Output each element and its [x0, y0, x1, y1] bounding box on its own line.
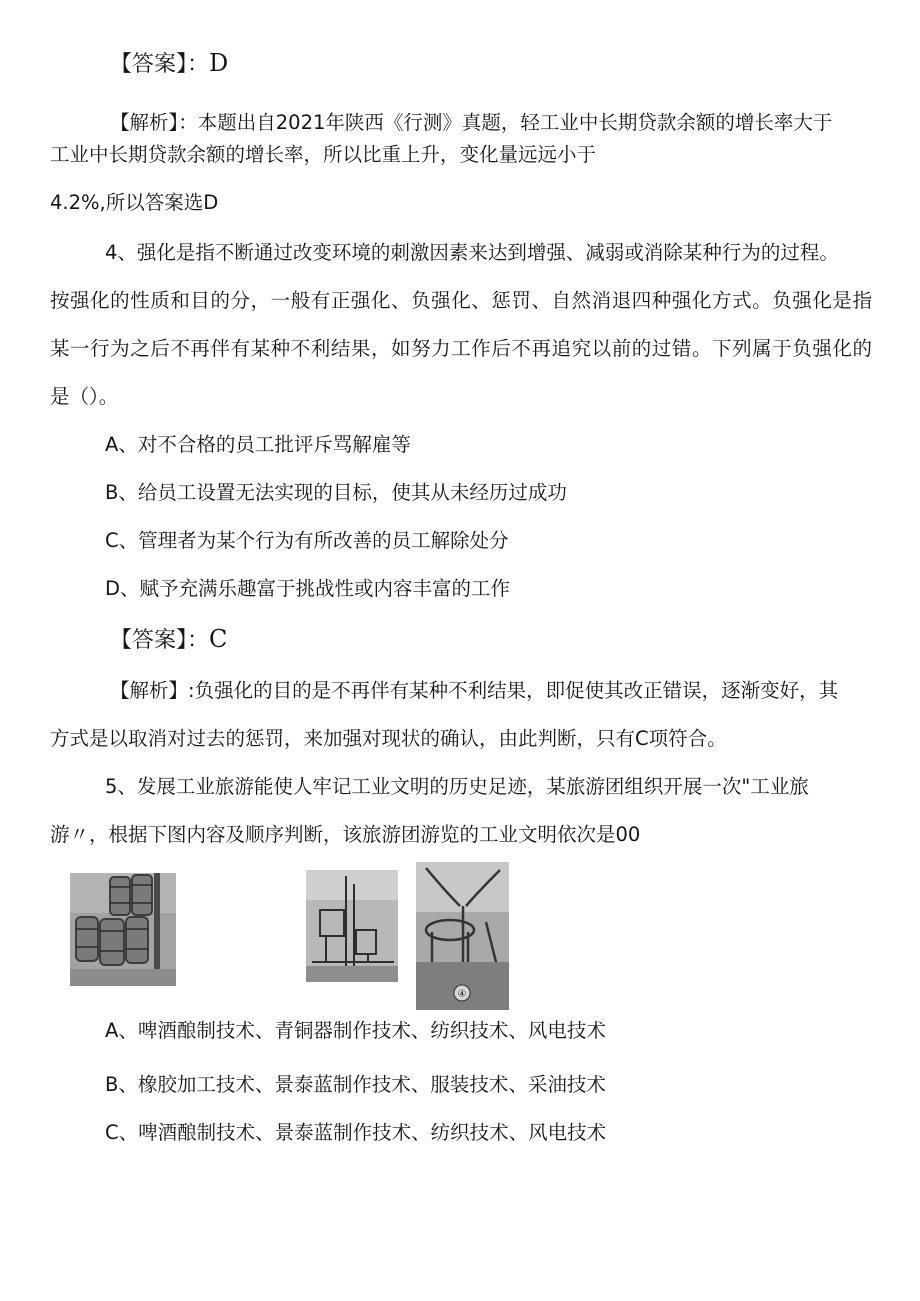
photo-caption: ④: [457, 989, 467, 1000]
photo-textile: [416, 862, 509, 1010]
photo-textile-image: [416, 862, 509, 1010]
q3-explain-line-3: 4.2%,所以答案选D: [50, 191, 219, 214]
q4-explain-line-1: 【解析】:负强化的目的是不再伴有某种不利结果，即促使其改正错误，逐渐变好，其: [110, 679, 839, 702]
q3-explain-line-2: 工业中长期贷款余额的增长率，所以比重上升，变化量远远小于: [50, 143, 597, 166]
q4-stem-line-2: 按强化的性质和目的分，一般有正强化、负强化、惩罚、自然消退四种强化方式。负强化是指: [50, 289, 872, 312]
photo-workshop: [306, 870, 398, 982]
q4-stem-line-4: 是（）。: [50, 385, 119, 408]
q5-stem-line-1: 5、发展工业旅游能使人牢记工业文明的历史足迹，某旅游团组织开展一次"工业旅: [105, 775, 809, 798]
q3-answer: [110, 50, 228, 78]
q4-option-c: C、管理者为某个行为有所改善的员工解除处分: [105, 529, 509, 552]
q3-explain-line-1: 【解析】：本题出自2021年陕西《行测》真题，轻工业中长期贷款余额的增长率大于: [110, 111, 833, 134]
q5-option-b: B、橡胶加工技术、景泰蓝制作技术、服装技术、采油技术: [105, 1073, 606, 1096]
q4-stem-line-3: 某一行为之后不再伴有某种不利结果，如努力工作后不再追究以前的过错。下列属于负强化的: [50, 337, 872, 360]
q5-option-c: C、啤酒酿制技术、景泰蓝制作技术、纺织技术、风电技术: [105, 1121, 607, 1144]
q4-option-a: A、对不合格的员工批评斥骂解雇等: [105, 433, 411, 456]
photo-workshop-image: [306, 870, 398, 982]
q4-option-d: D、赋予充满乐趣富于挑战性或内容丰富的工作: [105, 577, 511, 600]
q5-option-a: A、啤酒酿制技术、青铜器制作技术、纺织技术、风电技术: [105, 1019, 606, 1042]
q4-answer: [110, 626, 227, 654]
answer-label: 【答案】：: [110, 628, 210, 653]
q4-explain-line-2: 方式是以取消对过去的惩罚，来加强对现状的确认，由此判断，只有C项符合。: [50, 727, 727, 750]
photo-beer-brewing-image: [70, 873, 176, 986]
q5-stem-line-2: 游〃，根据下图内容及顺序判断，该旅游团游览的工业文明依次是00: [50, 823, 641, 846]
q4-option-b: B、给员工设置无法实现的目标，使其从未经历过成功: [105, 481, 567, 504]
answer-letter: D: [209, 49, 229, 77]
answer-label: 【答案】：: [110, 52, 210, 77]
photo-beer-brewing: [70, 873, 176, 986]
q4-stem-line-1: 4、强化是指不断通过改变环境的刺激因素来达到增强、减弱或消除某种行为的过程。: [105, 241, 839, 264]
answer-letter: C: [209, 625, 228, 653]
